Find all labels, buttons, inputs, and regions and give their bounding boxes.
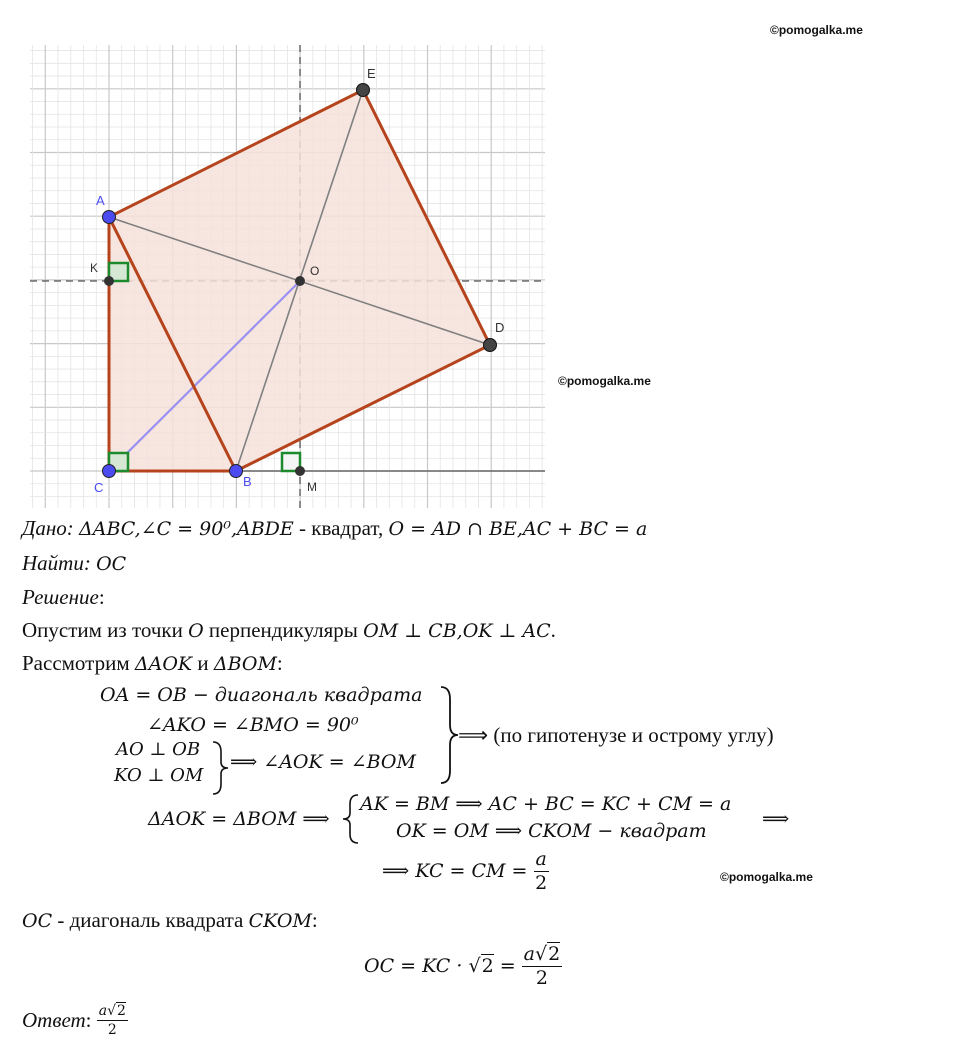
fraction-a-root2-over-2 <box>522 945 563 988</box>
step2-m2: ΔBOM <box>213 653 277 675</box>
answer-line <box>22 1004 128 1037</box>
answer-numerator-sqrt: √ <box>107 1003 117 1019</box>
numerator-a: a <box>523 943 535 965</box>
eq-oc-left: OC = KC · <box>364 955 469 977</box>
find-math: OC <box>96 553 127 575</box>
eq-ao-perp-ob: AO ⊥ OB <box>116 739 201 760</box>
step1-line <box>22 618 556 643</box>
fraction-a-over-2 <box>534 850 549 893</box>
fraction-denominator: 2 <box>535 967 548 989</box>
watermark-top: ©pomogalka.me <box>770 23 863 37</box>
point-a <box>103 211 116 224</box>
label-b: B <box>243 474 252 489</box>
step1-text-2: перпендикуляры <box>203 618 364 642</box>
numerator-sqrt-arg: 2 <box>548 943 561 965</box>
step2-text: Рассмотрим <box>22 651 135 675</box>
numerator-sqrt: √ <box>535 943 548 965</box>
watermark-middle: ©pomogalka.me <box>558 374 651 388</box>
eq-ok-om: OK = OM ⟹ CKOM − квадрат <box>396 820 707 842</box>
given-line <box>22 516 647 541</box>
point-k <box>104 276 114 286</box>
answer-denominator: 2 <box>107 1022 117 1038</box>
fraction-numerator: a <box>535 848 547 870</box>
label-e: E <box>367 66 376 81</box>
answer-label: Ответ <box>22 1008 86 1032</box>
point-c <box>103 465 116 478</box>
eq-ko-perp-om: KO ⊥ OM <box>114 765 204 786</box>
solution-label: Решение <box>22 585 99 609</box>
answer-numerator-sqrt-arg: 2 <box>117 1003 126 1019</box>
sqrt-symbol: √ <box>468 955 481 977</box>
eq-oa-ob: OA = OB − диагональ квадрата <box>100 684 423 706</box>
label-k: K <box>90 261 99 275</box>
solution-line <box>22 585 105 610</box>
step1-dot: . <box>550 618 556 642</box>
step2-m1: ΔAOK <box>134 653 193 675</box>
fraction-denominator: 2 <box>535 872 548 894</box>
watermark-bottom: ©pomogalka.me <box>720 870 813 884</box>
label-m: M <box>307 480 317 494</box>
point-o <box>295 276 305 286</box>
step2-line <box>22 651 283 676</box>
given-label: Дано: <box>22 516 74 540</box>
step3-text: - диагональ квадрата <box>52 908 249 932</box>
point-d <box>484 339 497 352</box>
eq-triangles-equal: ΔAOK = ΔBOM ⟹ <box>148 808 330 830</box>
answer-colon: : <box>85 1008 92 1032</box>
eq-angle-aok-bom: ⟹ ∠AOK = ∠BOM <box>230 751 416 773</box>
step1-o: O <box>188 620 204 642</box>
step1-math: OM ⊥ CB,OK ⊥ AC <box>363 620 551 642</box>
point-b <box>230 465 243 478</box>
given-math-2: O = AD ∩ BE,AC + BC = a <box>388 518 648 540</box>
label-c: C <box>94 480 104 495</box>
answer-numerator-a: a <box>98 1003 108 1019</box>
small-brace <box>211 740 231 796</box>
label-d: D <box>495 320 505 335</box>
answer-numerator <box>97 1004 128 1021</box>
step2-colon: : <box>276 651 283 675</box>
eq-oc-equals: = <box>493 955 522 977</box>
eq-kc-cm-left: ⟹ KC = CM = <box>382 860 528 882</box>
given-math: ΔABC,∠C = 90⁰,ABDE <box>79 518 294 540</box>
label-a: A <box>96 193 105 208</box>
step3-oc: OC <box>22 910 53 932</box>
eq-result: ⟹ (по гипотенузе и острому углу) <box>458 723 774 747</box>
step3-line <box>22 908 318 933</box>
step1-text: Опустим из точки <box>22 618 189 642</box>
answer-fraction <box>97 1004 128 1037</box>
eq-angles: ∠AKO = ∠BMO = 90⁰ <box>147 714 359 736</box>
step3-ckom: CKOM <box>248 910 312 932</box>
step3-colon: : <box>311 908 318 932</box>
given-word: - квадрат, <box>293 516 389 540</box>
geometry-figure <box>0 0 560 515</box>
find-label: Найти: <box>22 551 91 575</box>
sqrt-argument: 2 <box>481 955 494 977</box>
solution-colon: : <box>98 585 105 609</box>
point-m <box>295 466 305 476</box>
eq-oc-formula <box>364 945 562 988</box>
fraction-numerator <box>522 945 563 967</box>
label-o: O <box>310 264 320 278</box>
point-e <box>357 84 370 97</box>
eq-ak-bm: AK = BM ⟹ AC + BC = KC + CM = a <box>360 793 732 815</box>
step2-and: и <box>192 651 214 675</box>
eq-implies-arrow: ⟹ <box>762 808 790 830</box>
find-line <box>22 551 126 576</box>
left-brace <box>341 793 361 845</box>
eq-kc-cm <box>382 850 549 893</box>
